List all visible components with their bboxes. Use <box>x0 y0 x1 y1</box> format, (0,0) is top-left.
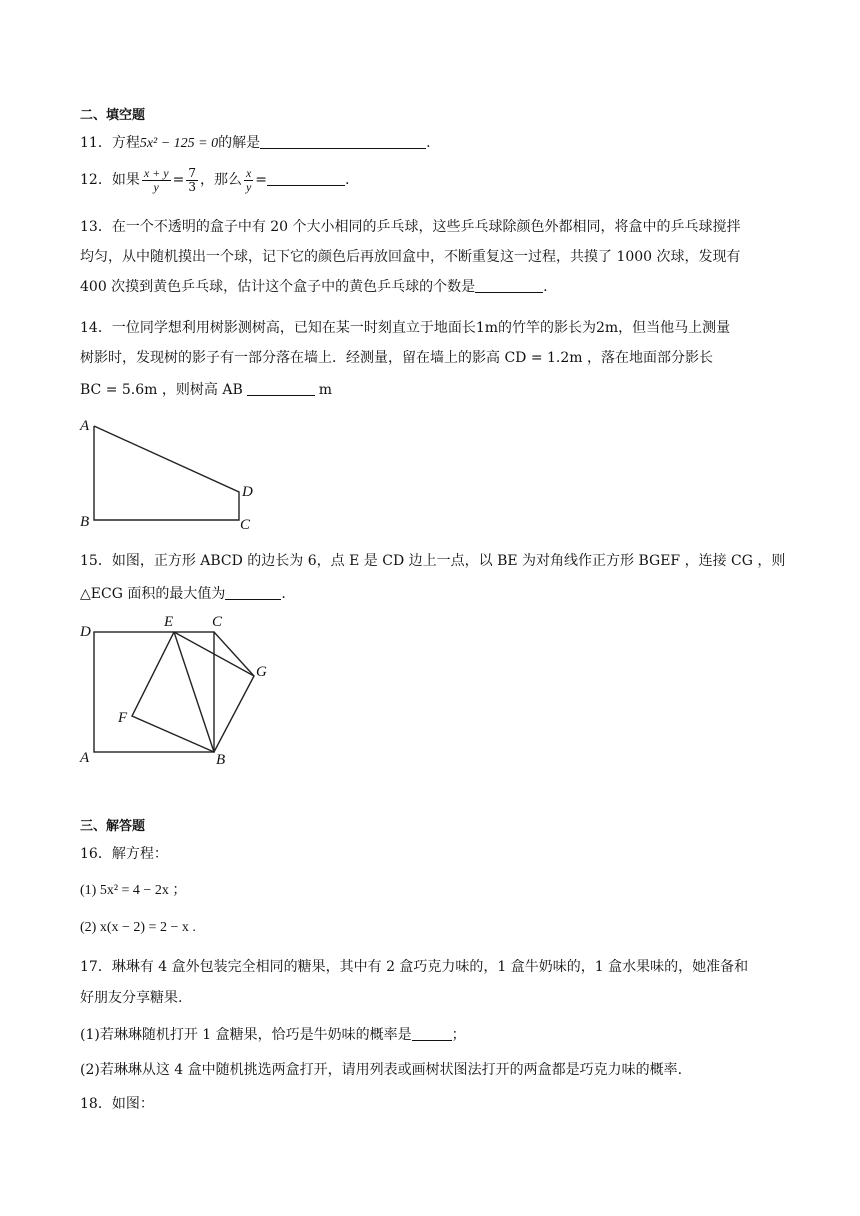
question-17-line-2: 好朋友分享糖果. <box>80 990 183 1006</box>
label-b: B <box>80 514 90 530</box>
semicolon: ； <box>451 1027 466 1043</box>
answer-blank[interactable] <box>225 585 281 600</box>
segment-cg <box>214 632 254 676</box>
question-13-line-1: 13．在一个不透明的盒子中有 20 个大小相同的乒乓球，这些乒乓球除颜色外都相同，将盒中的乒乓球搅拌 <box>80 219 741 235</box>
question-16-part-1: (1) 5x² = 4 − 2x ； <box>80 883 187 898</box>
denominator: y <box>153 179 159 194</box>
label-d: D <box>242 484 253 500</box>
question-text: 400 次摸到黄色乒乓球，估计这个盒子中的黄色乒乓球的个数是 <box>80 279 476 295</box>
square-geometry-figure <box>76 610 286 770</box>
square-abcd <box>94 632 214 752</box>
question-number: 11． <box>80 135 112 151</box>
question-12 <box>80 163 349 197</box>
equals-sign: = <box>172 172 185 188</box>
denominator: y <box>245 179 252 194</box>
question-text: (1)若琳琳随机打开 1 盒糖果，恰巧是牛奶味的概率是 <box>80 1027 412 1043</box>
equation: 5x² − 125 = 0 <box>139 136 219 151</box>
answer-blank[interactable] <box>267 171 345 186</box>
period: . <box>281 586 286 602</box>
unit-meter: m <box>318 382 333 398</box>
question-13-line-3 <box>80 277 548 297</box>
question-13-line-2: 均匀，从中随机摸出一个球，记下它的颜色后再放回盒中，不断重复这一过程，共摸了 1000 次球，发现有 <box>80 249 741 265</box>
denominator: 3 <box>188 179 196 194</box>
numerator: x + y <box>143 165 169 180</box>
question-16-part-2: (2) x(x − 2) = 2 − x . <box>80 920 196 935</box>
question-16-title: 16．解方程： <box>80 846 168 862</box>
label-c: C <box>212 614 223 630</box>
label-c: C <box>240 517 251 533</box>
fraction-seven-thirds <box>186 167 198 194</box>
answer-blank[interactable] <box>247 381 315 396</box>
label-e: E <box>164 614 174 630</box>
fraction-x-over-y <box>244 167 253 194</box>
label-a: A <box>80 418 90 434</box>
question-18-title: 18．如图： <box>80 1096 154 1112</box>
question-14-line-2: 树影时，发现树的影子有一部分落在墙上．经测量，留在墙上的影高 CD = 1.2m ，落在地面部分影长 <box>80 350 714 366</box>
question-17-part-2: (2)若琳琳从这 4 盒中随机挑选两盒打开，请用列表或画树状图法打开的两盒都是巧克力味的概率. <box>80 1062 683 1078</box>
period: . <box>543 279 548 295</box>
label-d: D <box>80 624 91 640</box>
question-text: ，那么 <box>199 172 242 188</box>
figure-outline <box>94 426 239 520</box>
question-14-line-3 <box>80 380 332 400</box>
period: . <box>426 135 431 151</box>
answer-blank[interactable] <box>260 134 426 149</box>
label-b: B <box>216 752 226 768</box>
label-f: F <box>118 710 128 726</box>
answer-blank[interactable] <box>475 278 543 293</box>
question-15-line-2 <box>80 584 286 604</box>
question-11 <box>80 133 431 154</box>
label-a: A <box>80 750 90 766</box>
question-text: △ECG 面积的最大值为 <box>80 586 226 602</box>
question-15-line-1: 15．如图，正方形 ABCD 的边长为 6，点 E 是 CD 边上一点，以 BE 为对角线作正方形 BGEF ，连接 CG ，则 <box>80 553 786 569</box>
answer-blank[interactable] <box>412 1026 452 1041</box>
numerator: x <box>245 165 252 180</box>
equals-sign: = <box>255 172 268 188</box>
period: . <box>345 172 350 188</box>
question-17-part-1 <box>80 1025 466 1045</box>
question-17-line-1: 17．琳琳有 4 盒外包装完全相同的糖果，其中有 2 盒巧克力味的，1 盒牛奶味的，1 盒水果味的，她准备和 <box>80 959 749 975</box>
question-14-line-1: 14．一位同学想利用树影测树高，已知在某一时刻直立于地面长1m的竹竿的影长为2m，但当他马上测量 <box>80 320 731 336</box>
question-text: 如果 <box>111 172 140 188</box>
numerator: 7 <box>188 165 196 180</box>
question-text: BC = 5.6m ，则树高 AB <box>80 382 243 398</box>
question-text: 的解是 <box>218 135 261 151</box>
section-heading-fill-in: 二、填空题 <box>80 108 146 123</box>
question-number: 12． <box>80 172 112 188</box>
square-bgef <box>132 632 254 752</box>
question-text: 方程 <box>111 135 140 151</box>
fraction-x-plus-y-over-y <box>142 167 171 194</box>
label-g: G <box>256 664 267 680</box>
section-heading-solutions: 三、解答题 <box>80 819 146 834</box>
tree-shadow-figure <box>76 416 266 536</box>
